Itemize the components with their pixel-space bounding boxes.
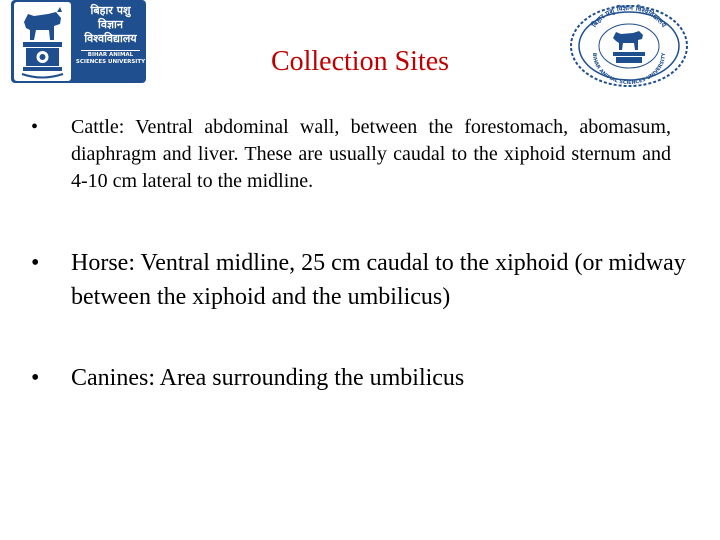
bullet-marker: • bbox=[31, 250, 40, 276]
bullet-text: Canines: Area surrounding the umbilicus bbox=[71, 365, 465, 391]
logo-hindi-line2: विश्वविद्यालय bbox=[84, 32, 137, 45]
page-title: Collection Sites bbox=[270, 46, 450, 77]
logo-hindi-line1: बिहार पशु विज्ञान bbox=[90, 4, 131, 31]
bullet-text: Cattle: Ventral abdominal wall, between the forestomach, abomasum, diaphragm and liver. These are usually caudal to the xiphoid sternum and 4-10 cm lateral to the midline. bbox=[71, 116, 671, 192]
logo-english-text: BIHAR ANIMAL SCIENCES UNIVERSITY bbox=[75, 52, 146, 65]
bullet-marker: • bbox=[31, 116, 39, 138]
bullet-text: Horse: Ventral midline, 25 cm caudal to the xiphoid (or midway between the xiphoid and the umbilicus) bbox=[71, 250, 686, 310]
bullet-marker: • bbox=[31, 365, 40, 391]
seal-text-top: बिहार पशु विज्ञान विश्वविद्यालय bbox=[590, 4, 668, 29]
seal-text-bottom: BIHAR ANIMAL SCIENCES UNIVERSITY bbox=[590, 52, 668, 87]
